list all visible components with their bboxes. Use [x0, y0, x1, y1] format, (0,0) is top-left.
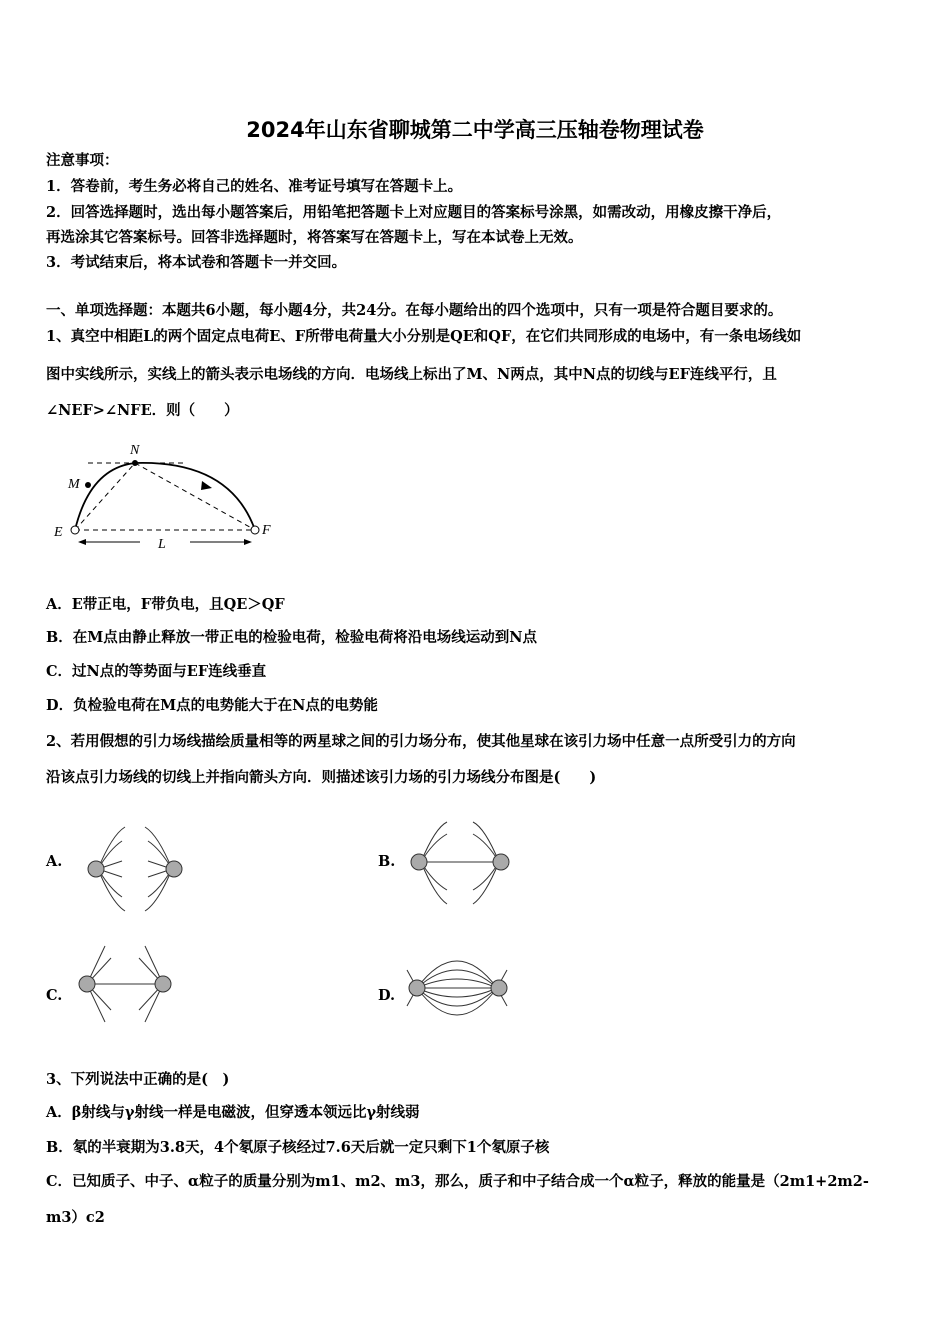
notice-item: 3．考试结束后，将本试卷和答题卡一并交回。: [46, 254, 347, 271]
q2-option-label-c: C.: [46, 987, 63, 1004]
point-m: [85, 482, 91, 488]
q3-stem: 3、下列说法中正确的是( ): [46, 1071, 230, 1088]
q3-option-c-cont: m3）c2: [46, 1209, 105, 1226]
field-arrow: [201, 481, 212, 490]
label-f: F: [262, 523, 271, 538]
label-m: M: [68, 477, 80, 492]
label-e: E: [54, 525, 63, 540]
q1-stem-line: 1、真空中相距L的两个固定点电荷E、F所带电荷量大小分别是QE和QF，在它们共同形成的电场中，有一条电场线如: [46, 328, 802, 345]
section-heading: 一、单项选择题：本题共6小题，每小题4分，共24分。在每小题给出的四个选项中，只有一项是符合题目要求的。: [46, 302, 783, 319]
label-l: L: [158, 537, 166, 552]
q1-option-b: B．在M点由静止释放一带正电的检验电荷，检验电荷将沿电场线运动到N点: [46, 629, 538, 646]
electric-field-figure: [50, 438, 280, 558]
notice-item: 再选涂其它答案标号。回答非选择题时，将答案写在答题卡上，写在本试卷上无效。: [46, 229, 583, 246]
q3-option-a: A．β射线与γ射线一样是电磁波，但穿透本领远比γ射线弱: [46, 1104, 420, 1121]
field-diagram-c: [75, 940, 185, 1032]
q2-option-label-b: B.: [378, 853, 396, 870]
field-diagram-d: [405, 940, 515, 1032]
label-n: N: [130, 443, 140, 458]
q1-option-a: A．E带正电，F带负电，且QE＞QF: [46, 596, 285, 613]
q1-option-c: C．过N点的等势面与EF连线垂直: [46, 663, 267, 680]
q1-stem-line: ∠NEF>∠NFE．则（ ）: [46, 402, 239, 419]
field-diagram-b: [405, 820, 515, 912]
charge-f: [251, 526, 259, 534]
q1-stem-line: 图中实线所示，实线上的箭头表示电场线的方向．电场线上标出了M、N两点，其中N点的切线与EF连线平行，且: [46, 366, 777, 383]
q3-option-c: C．已知质子、中子、α粒子的质量分别为m1、m2、m3，那么，质子和中子结合成一个α粒子，释放的能量是（2m1+2m2-: [46, 1173, 869, 1190]
notice-heading: 注意事项：: [46, 152, 119, 169]
q3-option-b: B．氡的半衰期为3.8天，4个氡原子核经过7.6天后就一定只剩下1个氡原子核: [46, 1139, 550, 1156]
charge-e: [71, 526, 79, 534]
field-line: [75, 463, 255, 530]
notice-item: 2．回答选择题时，选出每小题答案后，用铅笔把答题卡上对应题目的答案标号涂黑，如需改动，用橡皮擦干净后，: [46, 204, 782, 221]
dash-nf: [135, 463, 255, 530]
q2-stem-line: 沿该点引力场线的切线上并指向箭头方向．则描述该引力场的引力场线分布图是( ): [46, 769, 597, 786]
q2-stem-line: 2、若用假想的引力场线描绘质量相等的两星球之间的引力场分布，使其他星球在该引力场中任意一点所受引力的方向: [46, 733, 796, 750]
point-n: [132, 460, 138, 466]
notice-item: 1．答卷前，考生务必将自己的姓名、准考证号填写在答题卡上。: [46, 178, 463, 195]
q2-option-label-a: A.: [46, 853, 63, 870]
dash-en: [75, 463, 135, 530]
page-title: 2024年山东省聊城第二中学高三压轴卷物理试卷: [246, 118, 704, 142]
q2-option-label-d: D.: [378, 987, 396, 1004]
field-diagram-a: [80, 825, 190, 917]
q1-option-d: D．负检验电荷在M点的电势能大于在N点的电势能: [46, 697, 378, 714]
